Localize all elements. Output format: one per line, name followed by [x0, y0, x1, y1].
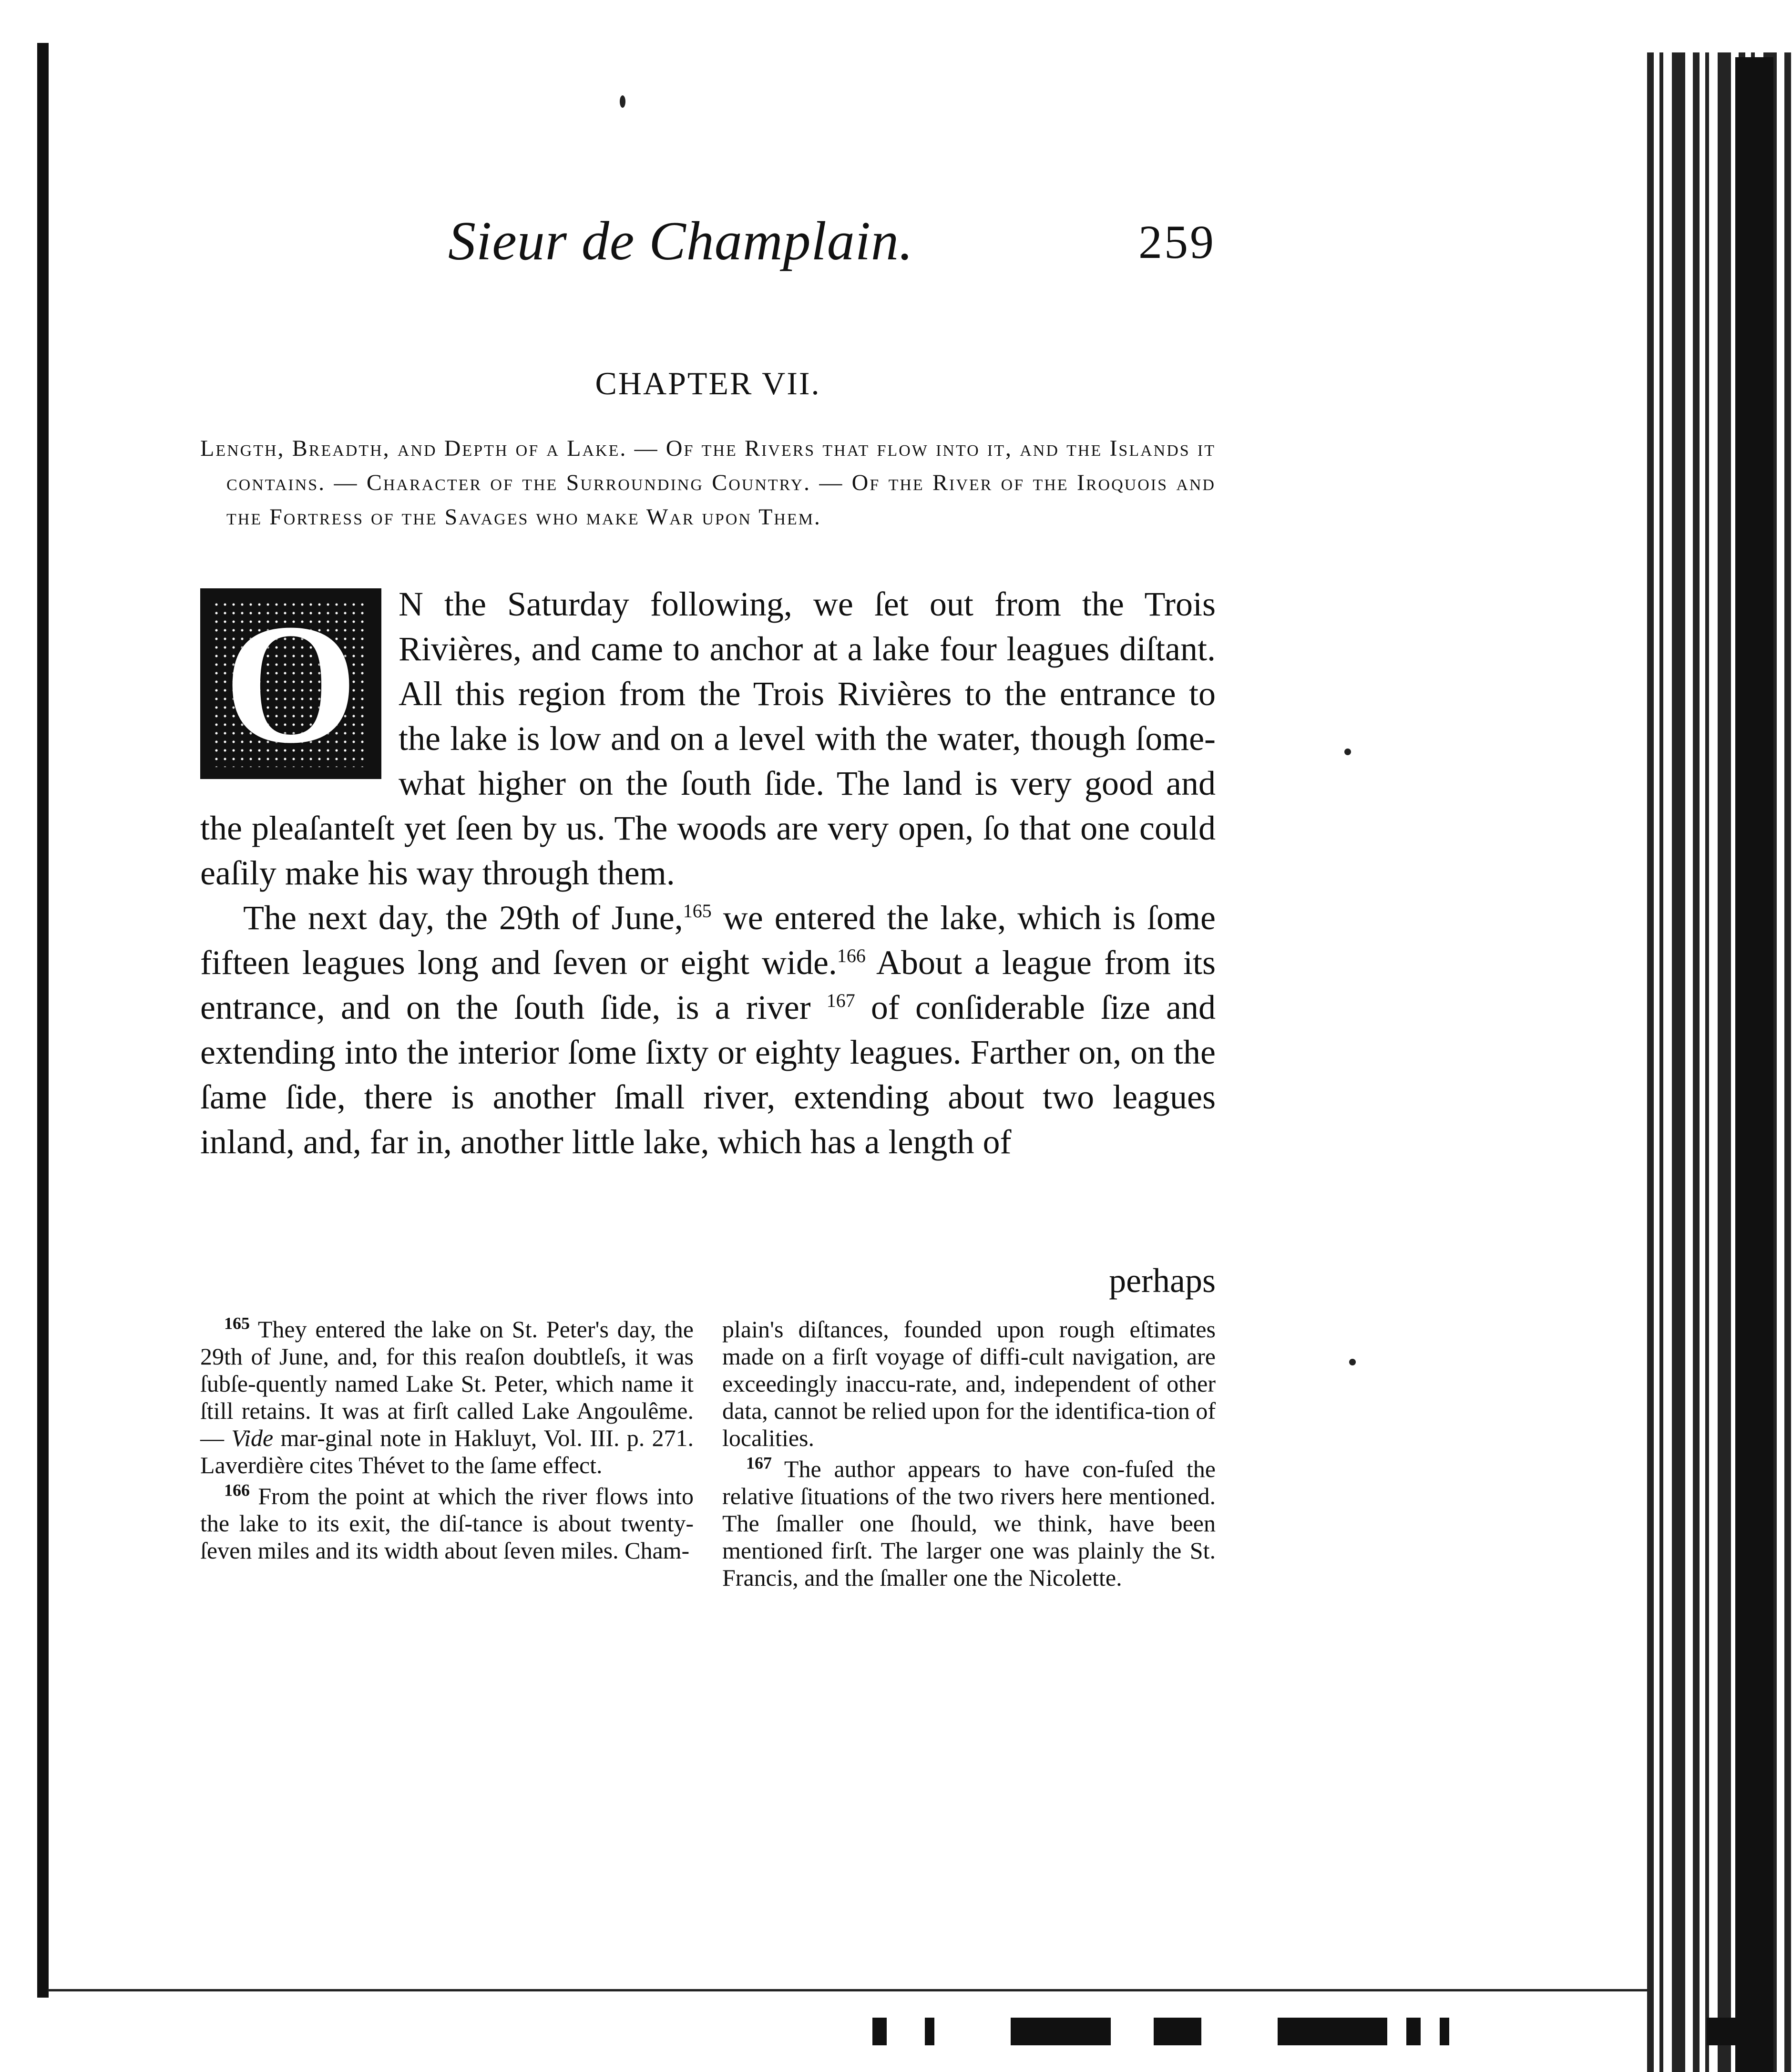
paragraph-1 — [200, 582, 1216, 895]
running-title: Sieur de Champlain. — [448, 211, 913, 272]
decorated-initial — [200, 588, 381, 779]
scan-speck — [1344, 749, 1351, 755]
footnote-text: They entered the lake on St. Peter's day, the 29th of June, and, for this reaſon doubtleſs, it was ſubſe-quently named Lake St. Peter, which name it ſtill retains. It was at firſt called Lake Angoulême. — — [200, 1316, 694, 1451]
scan-bottom-rule — [48, 1989, 1649, 1991]
paragraph-2-text-c: About a league from its entrance, and on the ſouth ſide, is a river — [200, 944, 1216, 1026]
footnote-text: The author appears to have con-fuſed the relative ſituations of the two rivers here mentioned. The ſmaller one ſhould, we think, have been mentioned firſt. The larger one was plainly the St. Francis, and the ſmaller one the Nicolette. — [722, 1456, 1216, 1591]
footnote-column-left — [200, 1313, 694, 1595]
scan-bottom-mark — [1406, 2018, 1421, 2045]
footnote-165 — [200, 1313, 694, 1479]
running-head — [200, 210, 1216, 277]
initial-letter: O — [224, 588, 358, 779]
footnote-text: mar-ginal note in Hakluyt, Vol. III. p. 271. Laverdière cites Thévet to the ſame effect. — [200, 1425, 694, 1478]
footnote-number: 166 — [224, 1480, 250, 1500]
scan-bottom-mark — [1278, 2018, 1387, 2045]
footnote-ref-167: 167 — [826, 990, 855, 1011]
scan-bottom-mark — [925, 2018, 934, 2045]
paragraph-2-text-b: we entered the lake, which is ſome fifteen leagues long and ſeven or eight wide. — [200, 899, 1216, 982]
scan-bottom-mark — [1440, 2018, 1449, 2045]
scan-speck — [1349, 1359, 1356, 1365]
footnote-number: 165 — [224, 1313, 250, 1333]
footnote-166-continued — [722, 1316, 1216, 1452]
footnote-column-right — [722, 1316, 1216, 1595]
scan-right-edge-solid — [1735, 57, 1773, 2072]
paragraph-2-text-a: The next day, the 29th of June, — [243, 899, 683, 937]
footnote-166 — [200, 1480, 694, 1564]
footnote-ref-166: 166 — [837, 945, 866, 966]
chapter-title: CHAPTER VII. — [595, 365, 821, 401]
scan-bottom-mark — [1011, 2018, 1111, 2045]
paragraph-1-text: N the Saturday following, we ſet out from the Trois Rivières, and came to anchor at a lake four leagues diſtant. All this region from the Trois Rivières to the entrance to the lake is low and on a level with the water, though ſome-what higher on the ſouth ſide. The land is very good and the pleaſanteſt yet ſeen by us. The woods are very open, ſo that one could eaſily make his way through them. — [200, 585, 1216, 892]
catchword: perhaps — [1109, 1262, 1216, 1300]
footnote-number: 167 — [746, 1453, 772, 1473]
scan-bottom-mark — [872, 2018, 887, 2045]
page-number: 259 — [1138, 215, 1216, 268]
scan-left-edge — [37, 43, 49, 1998]
paragraph-2-text-d: of conſiderable ſize and extending into the interior ſome ſixty or eighty leagues. Farther on, on the ſame ſide, there is another ſmall river, extending about two leagues inland, and, far in, another little lake, which has a length of — [200, 988, 1216, 1161]
scan-bottom-mark — [1707, 2018, 1764, 2045]
initial-ornament — [209, 588, 372, 779]
initial-frame — [200, 588, 381, 779]
chapter-summary: Length, Breadth, and Depth of a Lake. — Of the Rivers that flow into it, and the Islands it contains. — Character of the Surrounding Country. — Of the River of the Iroquois and the Fortress of the Savages who make War upon Them. — [200, 436, 1216, 530]
body-text — [200, 582, 1216, 1164]
footnote-text: From the point at which the river flows into the lake to its exit, the diſ-tance is about twenty-ſeven miles and its width about ſeven miles. Cham- — [200, 1483, 694, 1564]
footnote-167 — [722, 1453, 1216, 1591]
paragraph-2 — [200, 895, 1216, 1164]
footnote-ref-165: 165 — [683, 900, 712, 922]
scan-speck — [620, 95, 625, 108]
footnote-vide: Vide — [231, 1425, 274, 1451]
footnotes — [200, 1313, 1216, 1595]
scan-bottom-mark — [1154, 2018, 1201, 2045]
footnote-text: plain's diſtances, founded upon rough eſtimates made on a firſt voyage of diffi-cult navigation, are exceedingly inaccu-rate, and, independent of other data, cannot be relied upon for the identifica-tion of localities. — [722, 1316, 1216, 1451]
